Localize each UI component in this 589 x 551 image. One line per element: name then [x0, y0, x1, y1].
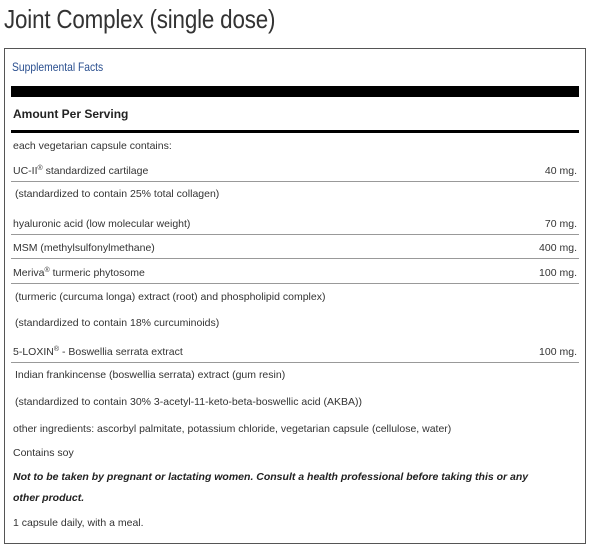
directions-text: 1 capsule daily, with a meal.: [13, 517, 144, 529]
ingredient-note: (standardized to contain 25% total collagen): [15, 188, 220, 200]
row-divider: [11, 181, 579, 182]
facts-heading: Supplemental Facts: [12, 60, 104, 74]
intro-text: each vegetarian capsule contains:: [13, 140, 172, 152]
ingredient-amount: 100 mg.: [539, 346, 577, 358]
ingredient-note: (standardized to contain 30% 3-acetyl-11-keto-beta-boswellic acid (AKBA)): [15, 396, 363, 408]
ingredient-note: Indian frankincense (boswellia serrata) extract (gum resin): [15, 369, 286, 381]
medium-divider: [11, 130, 579, 133]
ingredient-name: Meriva® turmeric phytosome: [13, 267, 145, 279]
row-divider: [11, 362, 579, 363]
ingredient-name: 5-LOXIN® - Boswellia serrata extract: [13, 346, 183, 358]
ingredient-amount: 400 mg.: [539, 242, 577, 254]
ingredient-amount: 100 mg.: [539, 267, 577, 279]
ingredient-name: hyaluronic acid (low molecular weight): [13, 218, 191, 230]
other-ingredients: other ingredients: ascorbyl palmitate, potassium chloride, vegetarian capsule (cellulose, water): [13, 423, 452, 435]
row-divider: [11, 283, 579, 284]
supplement-facts-panel: [4, 48, 586, 544]
ingredient-note: (standardized to contain 18% curcuminoids): [15, 317, 220, 329]
ingredient-name: MSM (methylsulfonylmethane): [13, 242, 155, 254]
allergen-statement: Contains soy: [13, 447, 74, 459]
row-divider: [11, 258, 579, 259]
ingredient-amount: 40 mg.: [544, 165, 577, 177]
warning-text: Not to be taken by pregnant or lactating women. Consult a health professional before taking this or any: [13, 471, 529, 483]
ingredient-name: UC-II® standardized cartilage: [13, 165, 149, 177]
ingredient-note: (turmeric (curcuma longa) extract (root) and phospholipid complex): [15, 291, 326, 303]
thick-divider: [11, 86, 579, 97]
amount-per-serving-label: Amount Per Serving: [13, 107, 129, 121]
page-title: Joint Complex (single dose): [4, 4, 276, 34]
ingredient-amount: 70 mg.: [544, 218, 577, 230]
warning-text: other product.: [13, 492, 85, 504]
row-divider: [11, 234, 579, 235]
